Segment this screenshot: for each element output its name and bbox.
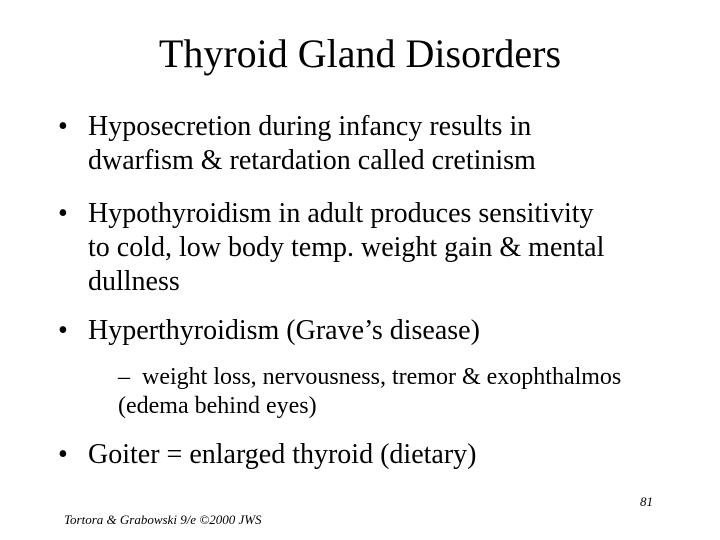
bullet-item [56,197,720,299]
bullet-item [56,110,720,178]
sub-bullet-line: (edema behind eyes) [118,393,317,419]
bullet-line: Hyposecretion during infancy results in [88,111,532,142]
sub-bullet-item [118,363,708,421]
bullet-line: dwarfism & retardation called cretinism [88,145,536,176]
bullet-marker: • [58,315,68,346]
slide-title: Thyroid Gland Disorders [158,31,562,76]
sub-bullet-marker: – [118,364,130,390]
bullet-line: dullness [88,266,180,297]
sub-bullet-line [118,363,708,392]
bullet-item [56,314,720,348]
bullet-marker: • [58,111,68,142]
page-number: 81 [640,494,653,509]
bullet-marker: • [58,439,68,470]
footer-credit: Tortora & Grabowski 9/e ©2000 JWS [64,512,262,527]
bullet-line: Hypothyroidism in adult produces sensitivity [88,198,594,229]
bullet-line: to cold, low body temp. weight gain & mental [88,232,605,263]
bullet-line: Goiter = enlarged thyroid (dietary) [88,439,477,470]
sub-bullet-text: weight loss, nervousness, tremor & exophthalmos [142,364,622,390]
bullet-marker: • [58,198,68,229]
bullet-line: Hyperthyroidism (Grave’s disease) [88,315,480,346]
bullet-item-goiter [56,438,720,472]
